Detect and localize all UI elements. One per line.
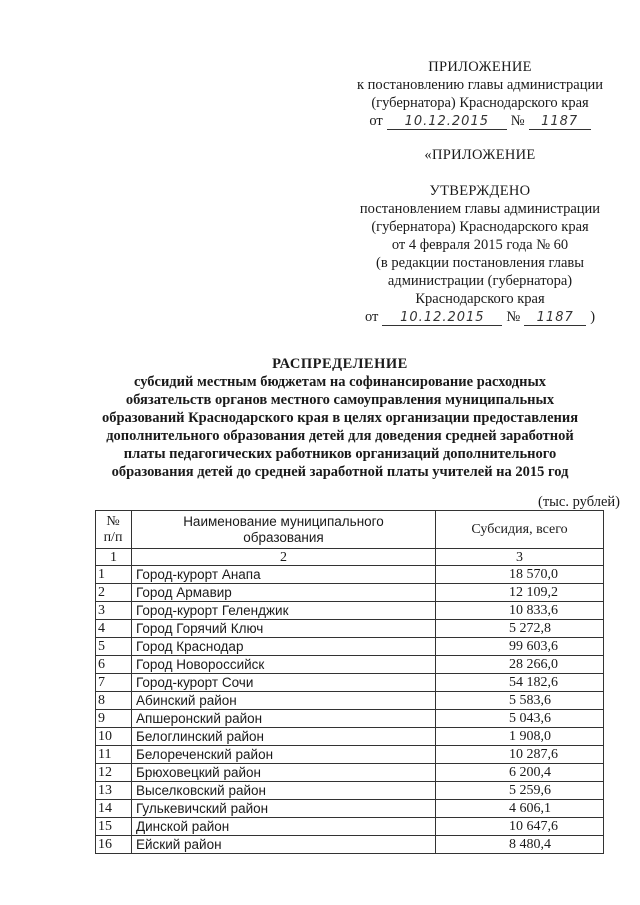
row-name-cell: Город Армавир [132, 584, 436, 602]
row-number-cell: 1 [96, 566, 132, 584]
row-name-cell: Ейский район [132, 836, 436, 854]
spacer [330, 164, 630, 182]
header-number [96, 511, 132, 549]
document-subtitle-line: образования детей до средней заработной платы учителей на 2015 год [111, 464, 569, 480]
row-value-cell: 18 570,0 [436, 566, 604, 584]
annex-title: ПРИЛОЖЕНИЕ [428, 59, 532, 75]
handwritten-number: 1187 [524, 310, 586, 326]
table-row [96, 638, 604, 656]
handwritten-date: 10.12.2015 [382, 310, 502, 326]
row-value-cell: 6 200,4 [436, 764, 604, 782]
header-name-line: образования [243, 529, 324, 545]
table-row [96, 818, 604, 836]
row-value-cell: 10 287,6 [436, 746, 604, 764]
subsidy-table [95, 510, 604, 854]
approved-line: Краснодарского края [415, 291, 545, 307]
row-name-cell: Апшеронский район [132, 710, 436, 728]
approved-line: администрации (губернатора) [387, 273, 573, 289]
table-row [96, 746, 604, 764]
approved-word: УТВЕРЖДЕНО [429, 183, 531, 199]
handwritten-date: 10.12.2015 [387, 114, 507, 130]
row-name-cell: Город-курорт Анапа [132, 566, 436, 584]
row-name-cell: Город-курорт Сочи [132, 674, 436, 692]
column-number: 1 [96, 549, 132, 566]
header-subsidy: Субсидия, всего [436, 511, 604, 549]
row-value-cell: 5 583,6 [436, 692, 604, 710]
table-row [96, 566, 604, 584]
header-number-line: п/п [103, 529, 123, 545]
table-row [96, 800, 604, 818]
row-number-cell: 3 [96, 602, 132, 620]
table-row [96, 764, 604, 782]
table-row [96, 584, 604, 602]
units-label: (тыс. рублей) [538, 494, 620, 510]
row-number-cell: 12 [96, 764, 132, 782]
closing-paren: ) [590, 309, 596, 325]
document-subtitle-line: образований Краснодарского края в целях организации предоставления [101, 410, 579, 426]
row-number-cell: 11 [96, 746, 132, 764]
annex-date-line [330, 112, 630, 130]
row-name-cell: Город-курорт Геленджик [132, 602, 436, 620]
header-name-line: Наименование муниципального [183, 513, 384, 529]
row-number-cell: 15 [96, 818, 132, 836]
approved-line: (губернатора) Краснодарского края [371, 219, 589, 235]
row-number-cell: 7 [96, 674, 132, 692]
table-row [96, 782, 604, 800]
row-value-cell: 5 272,8 [436, 620, 604, 638]
row-name-cell: Город Новороссийск [132, 656, 436, 674]
annex-line: (губернатора) Краснодарского края [371, 95, 589, 111]
row-number-cell: 10 [96, 728, 132, 746]
row-value-cell: 10 647,6 [436, 818, 604, 836]
row-name-cell: Белоглинский район [132, 728, 436, 746]
column-number-row [96, 549, 604, 566]
table-row [96, 728, 604, 746]
row-name-cell: Динской район [132, 818, 436, 836]
row-number-cell: 14 [96, 800, 132, 818]
column-number: 2 [132, 549, 436, 566]
table-row [96, 674, 604, 692]
row-number-cell: 6 [96, 656, 132, 674]
table-header-row [96, 511, 604, 549]
row-name-cell: Выселковский район [132, 782, 436, 800]
header-name [132, 511, 436, 549]
column-number: 3 [436, 549, 604, 566]
annex-header [330, 58, 630, 130]
row-number-cell: 8 [96, 692, 132, 710]
approved-date-line [330, 308, 630, 326]
table-body [96, 566, 604, 854]
row-value-cell: 12 109,2 [436, 584, 604, 602]
document-title: РАСПРЕДЕЛЕНИЕ [272, 356, 408, 372]
row-value-cell: 99 603,6 [436, 638, 604, 656]
table-row [96, 656, 604, 674]
row-value-cell: 4 606,1 [436, 800, 604, 818]
approved-line: от 4 февраля 2015 года № 60 [391, 237, 569, 253]
number-label: № [510, 113, 525, 129]
document-subtitle-line: дополнительного образования детей для доведения средней заработной [106, 428, 574, 444]
annex-line: к постановлению главы администрации [356, 77, 604, 93]
document-subtitle-line: обязательств органов местного самоуправления муниципальных [125, 392, 555, 408]
row-name-cell: Абинский район [132, 692, 436, 710]
from-label: от [369, 113, 383, 129]
document-subtitle-line: платы педагогических работников организаций дополнительного [123, 446, 557, 462]
approved-line: постановлением главы администрации [359, 201, 601, 217]
row-name-cell: Город Горячий Ключ [132, 620, 436, 638]
row-number-cell: 5 [96, 638, 132, 656]
document-title-block [40, 355, 640, 481]
row-name-cell: Брюховецкий район [132, 764, 436, 782]
row-value-cell: 28 266,0 [436, 656, 604, 674]
table-row [96, 836, 604, 854]
row-name-cell: Белореченский район [132, 746, 436, 764]
document-subtitle-line: субсидий местным бюджетам на софинансирование расходных [133, 374, 547, 390]
from-label: от [364, 309, 379, 325]
annex-title-quoted: «ПРИЛОЖЕНИЕ [424, 147, 536, 163]
table-row [96, 710, 604, 728]
row-number-cell: 2 [96, 584, 132, 602]
number-label: № [506, 309, 521, 325]
table-row [96, 602, 604, 620]
row-number-cell: 9 [96, 710, 132, 728]
row-name-cell: Город Краснодар [132, 638, 436, 656]
row-value-cell: 8 480,4 [436, 836, 604, 854]
row-number-cell: 13 [96, 782, 132, 800]
row-value-cell: 1 908,0 [436, 728, 604, 746]
table-row [96, 692, 604, 710]
approved-line: (в редакции постановления главы [376, 255, 584, 271]
header-number-line: № [106, 513, 120, 529]
row-value-cell: 10 833,6 [436, 602, 604, 620]
approved-header [330, 146, 630, 326]
row-number-cell: 4 [96, 620, 132, 638]
row-value-cell: 5 259,6 [436, 782, 604, 800]
row-number-cell: 16 [96, 836, 132, 854]
row-value-cell: 5 043,6 [436, 710, 604, 728]
table-row [96, 620, 604, 638]
row-value-cell: 54 182,6 [436, 674, 604, 692]
handwritten-number: 1187 [529, 114, 591, 130]
row-name-cell: Гулькевичский район [132, 800, 436, 818]
